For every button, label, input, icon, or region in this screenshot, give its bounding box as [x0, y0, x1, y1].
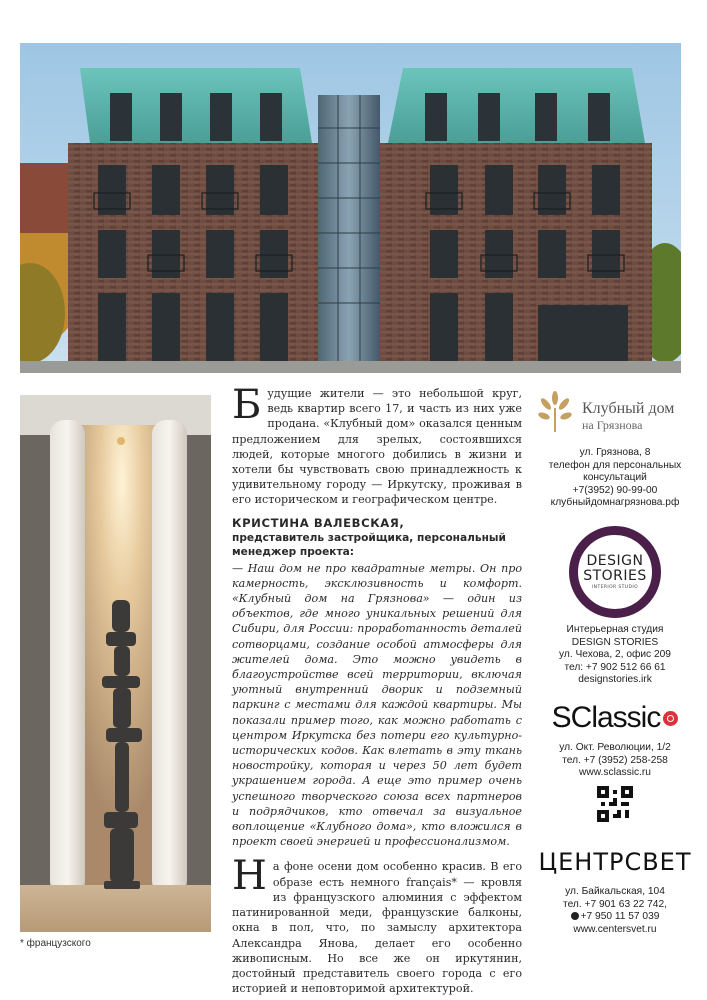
partner-centrsvet	[530, 848, 700, 936]
contact-line: Интерьерная студия	[566, 624, 664, 635]
klub-logo-title: Клубный дом	[582, 400, 675, 417]
paragraph-text: удущие жители — это небольшой круг, ведь квартир всего 17, и часть из них уже продана. «Клубный дом» оказался ценным предложением для зрелых, состоявшихся людей, которые многого добились в жизни и хотели бы чувствовать свою принадлежность к удивительному городу — Иркутску, проживая в его историческом и географическом центре.	[232, 387, 522, 507]
address: ул. Чехова, 2, офис 209	[559, 649, 671, 661]
speaker-role: представитель застройщика, персональный менеджер проекта:	[232, 531, 506, 558]
article-paragraph-1	[232, 382, 522, 508]
website-link[interactable]: designstories.irk	[578, 674, 652, 686]
partner-sclassic	[530, 698, 700, 822]
logo-line: INTERIOR STUDIO	[591, 585, 639, 590]
centrsvet-logo: ЦЕНТРСВЕТ	[538, 848, 692, 876]
building-photo	[20, 43, 681, 373]
dropcap: Н	[232, 853, 267, 900]
logo-line: DESIGN	[586, 553, 644, 569]
quote: — Наш дом не про квадратные метры. Он про камерность, эксклюзивность и комфорт. «Клубный дом на Грязнова» — один из объектов, где много уникальных решений для Сибири, для России: проработанность деталей сотворцами, создание особой атмосферы для жителей дома. Это можно увидеть в благоустройстве всей территории, включая уютный внутренний дворик и подземный паркинг с местами для каждой квартиры. Мы показали пример того, как можно работать с центром Иркутска без потери его культурно-исторических кодов. Как влетать в эту ткань новостройку, которая и через 50 лет будет украшением города. А еще это пример очень успешного творческого союза всех партнеров и подрядчиков, кто отвечал за визуальное воплощение «Клубного дома», кто вложился в проект своей энергией и профессионализмом.	[232, 561, 522, 849]
interior-photo	[20, 395, 211, 932]
address: ул. Окт. Революции, 1/2	[559, 742, 671, 753]
design-contacts	[530, 624, 700, 687]
contact-line: консультаций	[583, 472, 647, 484]
klub-logo-subtitle: на Грязнова	[582, 418, 643, 432]
article-paragraph-2	[232, 853, 522, 996]
address: ул. Грязнова, 8	[579, 447, 651, 458]
leaf-ornament-icon	[535, 390, 575, 436]
contact-line: телефон для персональных	[548, 459, 682, 471]
centrsvet-contacts	[530, 886, 700, 936]
qr-code-icon	[597, 786, 633, 822]
phone: тел: +7 902 512 66 61	[564, 661, 666, 673]
dropcap: Б	[232, 382, 262, 428]
website-link[interactable]: www.sclassic.ru	[579, 767, 651, 779]
sclassic-logo-text: SClassic	[551, 701, 661, 734]
website-link[interactable]: клубныйдомнагрязнова.рф	[550, 497, 680, 509]
phone: тел. +7 (3952) 258-258	[562, 754, 668, 766]
rose-icon	[663, 711, 678, 726]
sclassic-logo	[530, 698, 700, 738]
partner-klub	[530, 386, 700, 510]
address: ул. Байкальская, 104	[565, 886, 665, 897]
design-stories-logo	[569, 526, 661, 618]
footnote: * французского	[20, 938, 91, 949]
klub-contacts	[530, 447, 700, 510]
speaker-name: КРИСТИНА ВАЛЕВСКАЯ,	[232, 515, 405, 530]
partner-design-stories	[530, 526, 700, 687]
contact-line: DESIGN STORIES	[571, 636, 659, 648]
article-body	[232, 382, 522, 996]
whatsapp-icon	[571, 912, 579, 920]
phone: +7(3952) 90-99-00	[572, 484, 658, 496]
website-link[interactable]: www.centersvet.ru	[573, 923, 657, 935]
logo-line: STORIES	[583, 568, 647, 584]
sclassic-contacts	[530, 742, 700, 780]
phone-whatsapp	[530, 911, 700, 924]
phone: +7 950 11 57 039	[580, 911, 660, 923]
klub-logo	[530, 386, 700, 444]
paragraph-text: а фоне осени дом особенно красив. В его образе есть немного français* — кровля из французского алюминия с эффектом патинированной меди, французские балконы, окна в пол, что, по замыслу архитектора Александра Янова, делает его особенно живописным. Но все же он иркутянин, достойный представитель своего города с его историей и неповторимой архитектурой.	[232, 860, 522, 996]
phone: тел. +7 901 63 22 742,	[563, 898, 667, 910]
